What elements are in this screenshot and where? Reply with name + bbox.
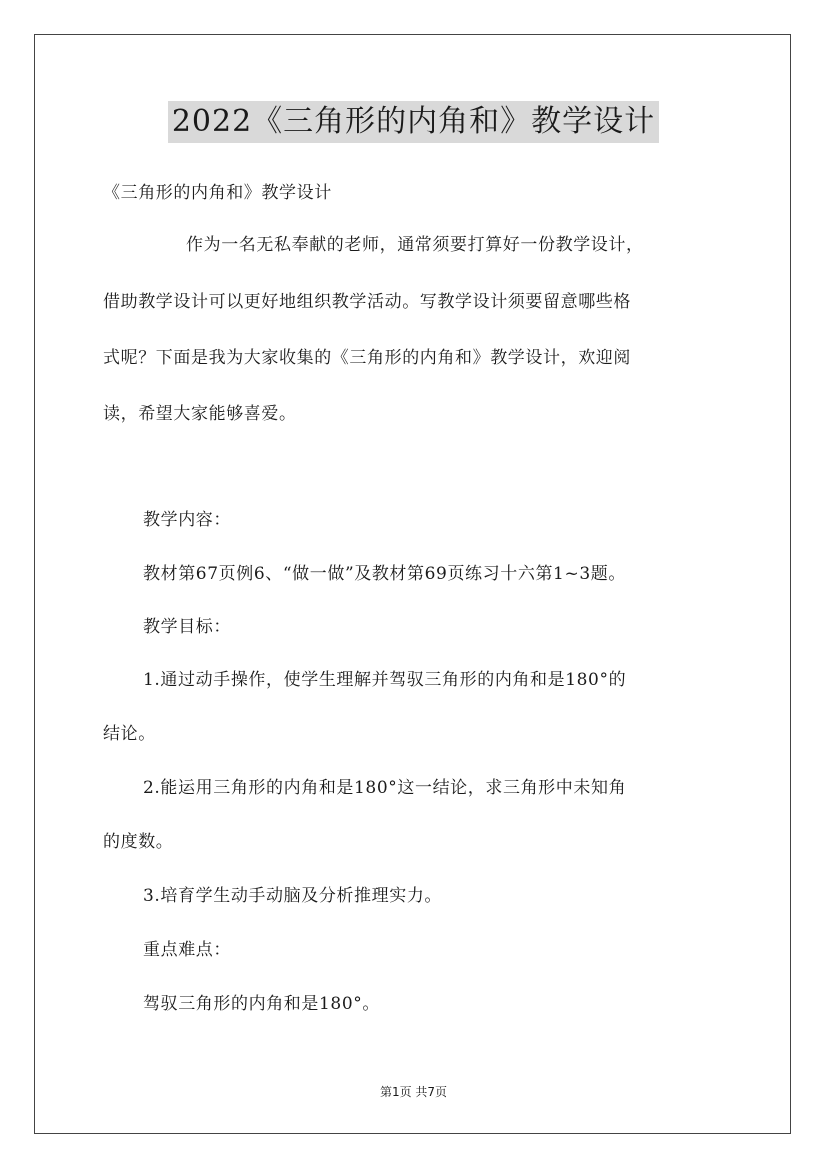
list-item: 3.培育学生动手动脑及分析推理实力。: [143, 886, 443, 906]
section-heading: 教学内容：: [143, 510, 231, 530]
paragraph-line: 作为一名无私奉献的老师，通常须要打算好一份教学设计，: [186, 235, 644, 255]
list-item: 2.能运用三角形的内角和是180°这一结论，求三角形中未知角: [143, 778, 627, 798]
paragraph-line: 教材第67页例6、“做一做”及教材第69页练习十六第1~3题。: [143, 564, 626, 584]
document-title-block: [0, 101, 827, 143]
section-heading: 重点难点：: [143, 940, 231, 960]
paragraph-line: 式呢？下面是我为大家收集的《三角形的内角和》教学设计，欢迎阅: [103, 348, 631, 368]
page-footer: 第1页 共7页: [379, 1085, 448, 1099]
list-item-continuation: 结论。: [103, 724, 156, 744]
list-item-continuation: 的度数。: [103, 832, 174, 852]
paragraph-line: 借助教学设计可以更好地组织教学活动。写教学设计须要留意哪些格: [103, 292, 631, 312]
document-title: 2022《三角形的内角和》教学设计: [168, 101, 659, 143]
section-heading: 教学目标：: [143, 617, 231, 637]
paragraph-line: 驾驭三角形的内角和是180°。: [143, 994, 380, 1014]
list-item: 1.通过动手操作，使学生理解并驾驭三角形的内角和是180°的: [143, 670, 627, 690]
paragraph-line: 读，希望大家能够喜爱。: [103, 404, 297, 424]
subtitle-line: 《三角形的内角和》教学设计: [103, 183, 332, 203]
